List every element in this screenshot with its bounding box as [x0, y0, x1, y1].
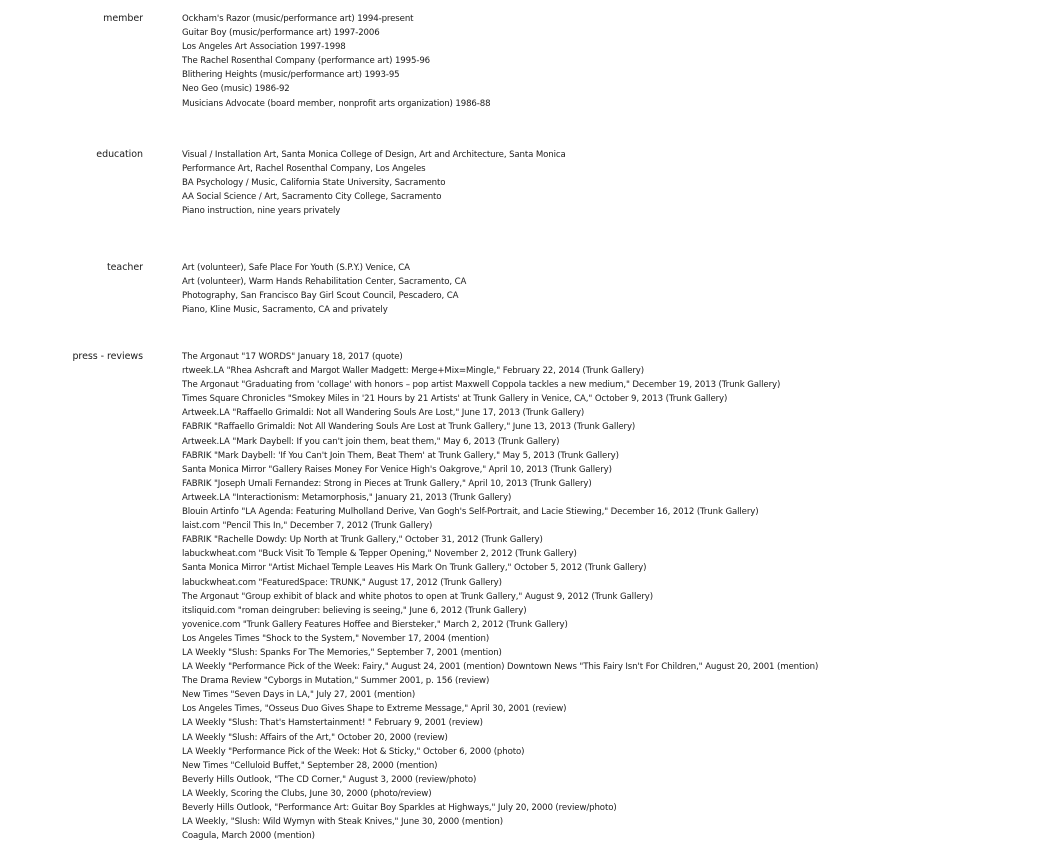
- list-item: LA Weekly "Performance Pick of the Week: Hot & Sticky," October 6, 2000 (photo): [182, 746, 525, 757]
- list-item: Photography, San Francisco Bay Girl Scout Council, Pescadero, CA: [182, 291, 459, 302]
- list-item: Beverly Hills Outlook, "Performance Art: Guitar Boy Sparkles at Highways," July 20, 2000 (review/photo): [182, 803, 617, 813]
- list-item: Santa Monica Mirror "Artist Michael Temple Leaves His Mark On Trunk Gallery," October 5, 2012 (Trunk Gallery): [182, 563, 647, 574]
- list-item: The Argonaut "Group exhibit of black and white photos to open at Trunk Gallery," August 9, 2012 (Trunk Gallery): [182, 591, 653, 602]
- list-item: Los Angeles Times "Shock to the System," November 17, 2004 (mention): [182, 633, 490, 644]
- list-item: Artweek.LA "Mark Daybell: If you can't join them, beat them," May 6, 2013 (Trunk Gallery): [182, 436, 560, 447]
- section-label-press-reviews: press - reviews: [72, 351, 143, 362]
- list-item: Los Angeles Art Association 1997-1998: [182, 42, 346, 53]
- list-item: The Argonaut "Graduating from 'collage' with honors – pop artist Maxwell Coppola tackles a new medium," December 19, 2013 (Trunk Gallery): [182, 380, 781, 391]
- list-item: Santa Monica Mirror "Gallery Raises Money For Venice High's Oakgrove," April 10, 2013 (Trunk Gallery): [182, 464, 612, 475]
- list-item: yovenice.com "Trunk Gallery Features Hoffee and Biersteker," March 2, 2012 (Trunk Gallery): [182, 619, 568, 630]
- list-item: Artweek.LA "Raffaello Grimaldi: Not all Wandering Souls Are Lost," June 17, 2013 (Trunk Gallery): [182, 408, 585, 419]
- list-item: Art (volunteer), Warm Hands Rehabilitation Center, Sacramento, CA: [182, 277, 467, 288]
- list-item: FABRIK "Rachelle Dowdy: Up North at Trunk Gallery," October 31, 2012 (Trunk Gallery): [182, 535, 543, 546]
- section-label-teacher: teacher: [106, 262, 143, 273]
- list-item: New Times "Seven Days in LA," July 27, 2001 (mention): [182, 690, 416, 701]
- list-item: FABRIK "Joseph Umali Fernandez: Strong in Pieces at Trunk Gallery," April 10, 2013 (Trunk Gallery): [182, 478, 592, 489]
- list-item: Neo Geo (music) 1986-92: [182, 84, 290, 95]
- teacher-list: [182, 261, 466, 317]
- list-item: Coagula, March 2000 (mention): [182, 831, 315, 842]
- list-item: Times Square Chronicles "Smokey Miles in '21 Hours by 21 Artists' at Trunk Gallery in Venice, CA," October 9, 2013 (Trunk Gallery): [182, 394, 728, 405]
- list-item: LA Weekly, Scoring the Clubs, June 30, 2000 (photo/review): [182, 788, 432, 799]
- section-label-member: member: [103, 13, 143, 24]
- list-item: The Drama Review "Cyborgs in Mutation," Summer 2001, p. 156 (review): [182, 676, 490, 687]
- list-item: Blithering Heights (music/performance art) 1993-95: [182, 70, 400, 81]
- list-item: Visual / Installation Art, Santa Monica College of Design, Art and Architecture, Santa Monica: [182, 150, 566, 160]
- list-item: Los Angeles Times, "Osseus Duo Gives Shape to Extreme Message," April 30, 2001 (review): [182, 704, 567, 715]
- list-item: LA Weekly "Slush: Affairs of the Art," October 20, 2000 (review): [182, 732, 448, 743]
- list-item: FABRIK "Mark Daybell: 'If You Can't Join Them, Beat Them' at Trunk Gallery," May 5, 2013 (Trunk Gallery): [182, 450, 619, 461]
- list-item: Art (volunteer), Safe Place For Youth (S.P.Y.) Venice, CA: [182, 263, 410, 273]
- list-item: FABRIK "Raffaello Grimaldi: Not All Wandering Souls Are Lost at Trunk Gallery," June 13, 2013 (Trunk Gallery): [182, 422, 636, 433]
- member-list: [182, 12, 490, 111]
- list-item: LA Weekly "Slush: Spanks For The Memories," September 7, 2001 (mention): [182, 647, 502, 658]
- list-item: BA Psychology / Music, California State University, Sacramento: [182, 178, 446, 189]
- list-item: AA Social Science / Art, Sacramento City College, Sacramento: [182, 192, 442, 203]
- list-item: laist.com "Pencil This In," December 7, 2012 (Trunk Gallery): [182, 521, 433, 532]
- list-item: Guitar Boy (music/performance art) 1997-2006: [182, 28, 380, 39]
- list-item: Piano, Kline Music, Sacramento, CA and privately: [182, 305, 388, 316]
- list-item: LA Weekly "Performance Pick of the Week: Fairy," August 24, 2001 (mention) Downtown News "This Fairy Isn't For Children," August 20, 2001 (mention): [182, 662, 819, 673]
- list-item: LA Weekly, "Slush: Wild Wymyn with Steak Knives," June 30, 2000 (mention): [182, 817, 503, 828]
- education-list: [182, 148, 566, 218]
- list-item: Performance Art, Rachel Rosenthal Company, Los Angeles: [182, 164, 426, 175]
- list-item: Artweek.LA "Interactionism: Metamorphosis," January 21, 2013 (Trunk Gallery): [182, 492, 512, 503]
- list-item: LA Weekly "Slush: That's Hamstertainment! " February 9, 2001 (review): [182, 718, 483, 729]
- list-item: Ockham's Razor (music/performance art) 1994-present: [182, 14, 414, 24]
- list-item: The Argonaut "17 WORDS" January 18, 2017 (quote): [182, 352, 403, 362]
- list-item: Piano instruction, nine years privately: [182, 206, 341, 217]
- section-label-education: education: [96, 149, 143, 160]
- list-item: Blouin Artinfo "LA Agenda: Featuring Mulholland Derive, Van Gogh's Self-Portrait, and Lacie Stiewing," December 16, 2012 (Trunk Gallery): [182, 507, 759, 518]
- list-item: labuckwheat.com "Buck Visit To Temple & Tepper Opening," November 2, 2012 (Trunk Gallery): [182, 549, 577, 560]
- list-item: itsliquid.com "roman deingruber: believing is seeing," June 6, 2012 (Trunk Gallery): [182, 605, 527, 616]
- list-item: Musicians Advocate (board member, nonprofit arts organization) 1986-88: [182, 98, 491, 109]
- list-item: The Rachel Rosenthal Company (performance art) 1995-96: [182, 56, 431, 67]
- list-item: Beverly Hills Outlook, "The CD Corner," August 3, 2000 (review/photo): [182, 774, 477, 785]
- list-item: New Times "Celluloid Buffet," September 28, 2000 (mention): [182, 760, 438, 771]
- press-reviews-list: [182, 350, 818, 843]
- list-item: rtweek.LA "Rhea Ashcraft and Margot Waller Madgett: Merge+Mix=Mingle," February 22, 2014 (Trunk Gallery): [182, 366, 645, 377]
- list-item: labuckwheat.com "FeaturedSpace: TRUNK," August 17, 2012 (Trunk Gallery): [182, 577, 502, 588]
